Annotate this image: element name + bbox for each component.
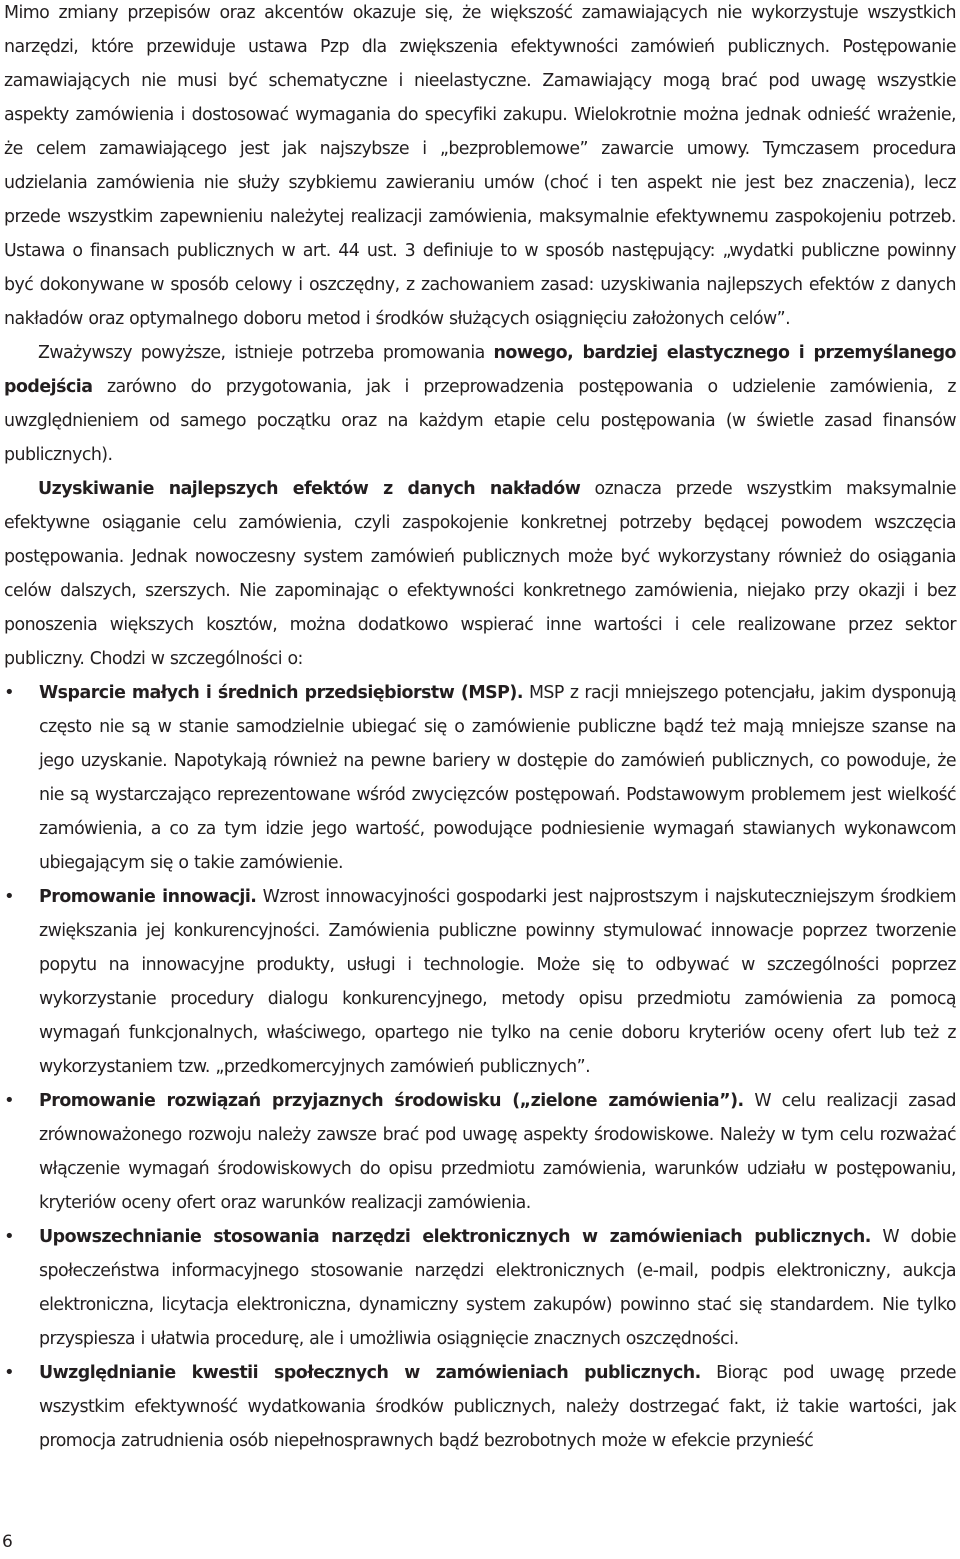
list-item-title: Promowanie rozwiązań przyjaznych środowisku („zielone zamówienia”). xyxy=(39,1091,744,1111)
list-item-title: Wsparcie małych i średnich przedsiębiorstw (MSP). xyxy=(39,683,523,703)
bullet-icon: • xyxy=(4,1090,15,1111)
list-item-title: Upowszechnianie stosowania narzędzi elektronicznych w zamówieniach publicznych. xyxy=(39,1227,871,1247)
paragraph-approach xyxy=(4,336,956,472)
list-item-text: MSP z racji mniejszego potencjału, jakim dysponują często nie są w stanie samodzielnie ubiegać się o zamówienie publiczne bądź też mają mniejsze szanse na jego uzyskanie. Napotykają również na pewne bariery w dostępie do zamówień publicznych, co powoduje, że nie są wystarczająco reprezentowane wśród zwycięzców postępowań. Podstawowym problemem jest wielkość zamówienia, a co za tym idzie jego wartość, powodujące podniesienie wymagań stawianych wykonawcom ubiegającym się o takie zamówienie. xyxy=(39,683,956,873)
paragraph-approach-rest: zarówno do przygotowania, jak i przeprowadzenia postępowania o udzielenie zamówienia, z uwzględnieniem od samego początku oraz na każdym etapie celu postępowania (w świetle zasad finansów publicznych). xyxy=(4,377,956,465)
list-item-text: Biorąc pod uwagę przede wszystkim efektywność wydatkowania środków publicznych, należy dostrzegać fakt, iż takie wartości, jak promocja zatrudnienia osób niepełnosprawnych bądź bezrobotnych może w efekcie przynieść xyxy=(39,1363,957,1451)
list-item-text: Wzrost innowacyjności gospodarki jest najprostszym i najskuteczniejszym środkiem zwiększania jej konkurencyjności. Zamówienia publiczne powinny stymulować innowacje poprzez tworzenie popytu na innowacyjne produkty, usługi i technologie. Może się to odbywać w szczególności poprzez wykorzystanie procedury dialogu konkurencyjnego, metody opisu przedmiotu zamówienia za pomocą wymagań funkcjonalnych, właściwego, opartego nie tylko na cenie doboru kryteriów oceny ofert lub też z wykorzystaniem tzw. „przedkomercyjnych zamówień publicznych”. xyxy=(39,887,956,1077)
page-number: 6 xyxy=(2,1532,13,1552)
paragraph-approach-lead: Zważywszy powyższe, istnieje potrzeba promowania xyxy=(38,343,494,363)
bullet-icon: • xyxy=(4,1226,15,1247)
list-item-title: Promowanie innowacji. xyxy=(39,887,257,907)
paragraph-efficiency-bold: Uzyskiwanie najlepszych efektów z danych nakładów xyxy=(38,479,581,499)
paragraph-efficiency-rest: oznacza przede wszystkim maksymalnie efektywne osiąganie celu zamówienia, czyli zaspokojenie konkretnej potrzeby będącej powodem wszczęcia postępowania. Jednak nowoczesny system zamówień publicznych może być wykorzystany również do osiągania celów dalszych, szerszych. Nie zapominając o efektywności konkretnego zamówienia, niejako przy okazji i bez ponoszenia większych kosztów, można dodatkowo wspierać inne wartości i cele realizowane przez sektor publiczny. Chodzi w szczególności o: xyxy=(4,479,956,669)
paragraph-approach-bold: nowego, bardziej elastycznego i przemyślanego podejścia xyxy=(4,343,956,397)
paragraph-intro: Mimo zmiany przepisów oraz akcentów okazuje się, że większość zamawiających nie wykorzystuje wszystkich narzędzi, które przewiduje ustawa Pzp dla zwiększenia efektywności zamówień publicznych. Postępowanie zamawiających nie musi być schematyczne i nieelastyczne. Zamawiający mogą brać pod uwagę wszystkie aspekty zamówienia i dostosować wymagania do specyfiki zakupu. Wielokrotnie można jednak odnieść wrażenie, że celem zamawiającego jest jak najszybsze i „bezproblemowe” zawarcie umowy. Tymczasem procedura udzielania zamówienia nie służy szybkiemu zawieraniu umów (choć i ten aspekt nie jest bez znaczenia), lecz przede wszystkim zapewnieniu należytej realizacji zamówienia, maksymalnie efektywnemu zaspokojeniu potrzeb. Ustawa o finansach publicznych w art. 44 ust. 3 definiuje to w sposób następujący: „wydatki publiczne powinny być dokonywane w sposób celowy i oszczędny, z zachowaniem zasad: uzyskiwania najlepszych efektów z danych nakładów oraz optymalnego doboru metod i środków służących osiągnięciu założonych celów”. xyxy=(4,3,956,329)
goals-list xyxy=(4,676,956,1458)
list-item-title: Uwzględnianie kwestii społecznych w zamówieniach publicznych. xyxy=(39,1363,701,1383)
bullet-icon: • xyxy=(4,682,15,703)
list-item-innovation xyxy=(4,880,956,1084)
list-item-text: W celu realizacji zasad zrównoważonego rozwoju należy zawsze brać pod uwagę aspekty środowiskowe. Należy w tym celu rozważać włączenie wymagań środowiskowych do opisu przedmiotu zamówienia, warunków udziału w postępowaniu, kryteriów oceny ofert oraz warunków realizacji zamówienia. xyxy=(39,1091,956,1213)
list-item-green xyxy=(4,1084,956,1220)
list-item-electronic xyxy=(4,1220,956,1356)
list-item-text: W dobie społeczeństwa informacyjnego stosowanie narzędzi elektronicznych (e-mail, podpis elektroniczny, aukcja elektroniczna, licytacja elektroniczna, dynamiczny system zakupów) powinno stać się standardem. Nie tylko przyspiesza i ułatwia procedurę, ale i umożliwia osiągnięcie znacznych oszczędności. xyxy=(39,1227,956,1349)
document-page xyxy=(4,0,956,1458)
bullet-icon: • xyxy=(4,1362,15,1383)
paragraph-efficiency xyxy=(4,472,956,676)
list-item-msp xyxy=(4,676,956,880)
bullet-icon: • xyxy=(4,886,15,907)
list-item-social xyxy=(4,1356,956,1458)
